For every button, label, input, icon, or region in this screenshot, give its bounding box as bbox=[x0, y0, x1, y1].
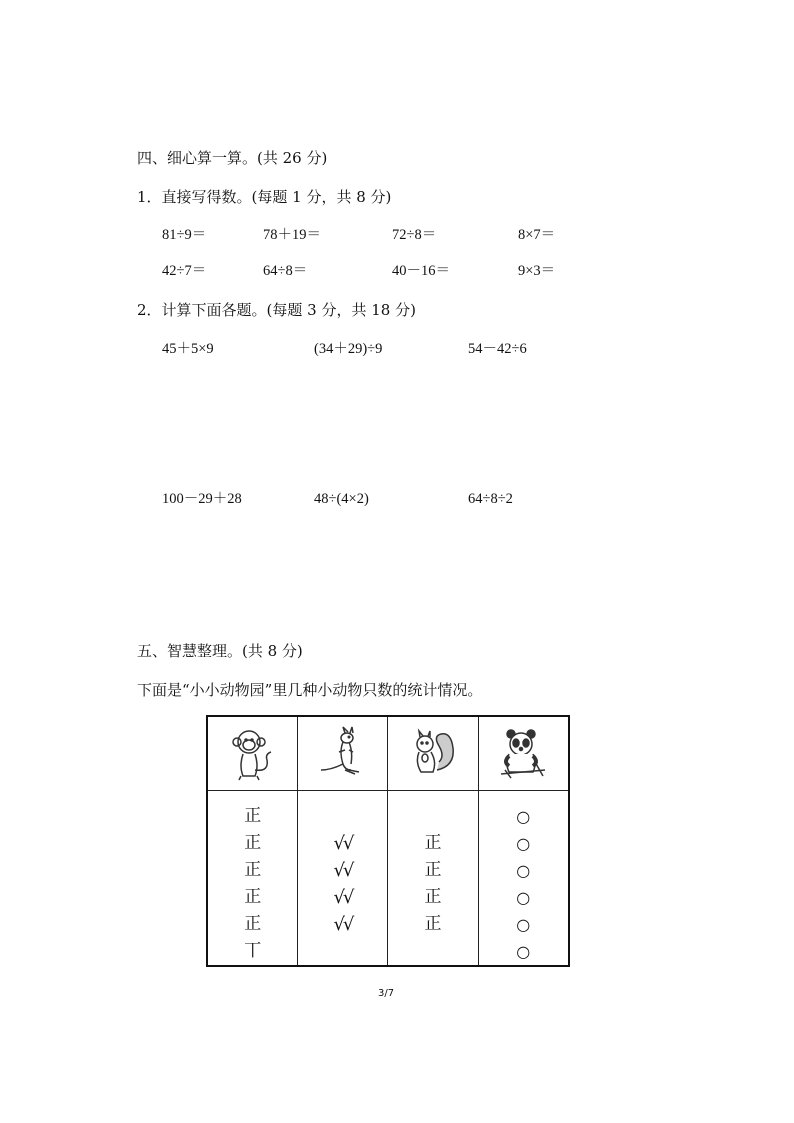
squirrel-tally-cell bbox=[388, 791, 478, 967]
oral-calc-item: 64÷8＝ bbox=[263, 263, 308, 279]
oral-calc-item: 40－16＝ bbox=[392, 263, 450, 279]
circle-mark: ○ bbox=[516, 834, 531, 853]
circle-mark: ○ bbox=[516, 942, 531, 961]
oral-calc-item: 42÷7＝ bbox=[162, 263, 207, 279]
section-5-intro: 下面是“小小动物园”里几种小动物只数的统计情况。 bbox=[137, 681, 483, 699]
panda-cell bbox=[478, 716, 569, 791]
circle-mark: ○ bbox=[516, 861, 531, 880]
calc-problem: 64÷8÷2 bbox=[468, 491, 513, 507]
calc-problem: 45＋5×9 bbox=[162, 341, 214, 357]
calc-problem: 100－29＋28 bbox=[162, 491, 242, 507]
oral-calc-item: 78＋19＝ bbox=[263, 227, 321, 243]
kangaroo-cell bbox=[298, 716, 388, 791]
circle-mark: ○ bbox=[516, 888, 531, 907]
page-number: 3/7 bbox=[378, 988, 395, 999]
calc-problem: (34＋29)÷9 bbox=[314, 341, 383, 357]
panda-icon bbox=[495, 726, 551, 782]
oral-calc-item: 9×3＝ bbox=[518, 263, 556, 279]
question-1-title: 1．直接写得数。(每题 1 分，共 8 分) bbox=[137, 188, 392, 206]
tally-mark: 正 bbox=[244, 833, 262, 853]
section-4-title: 四、细心算一算。(共 26 分) bbox=[137, 149, 328, 167]
tally-mark: 正 bbox=[424, 914, 442, 934]
monkey-icon bbox=[225, 726, 281, 782]
panda-tally-cell bbox=[478, 791, 569, 967]
tally-mark: 丅 bbox=[244, 941, 262, 961]
tally-mark: 正 bbox=[244, 860, 262, 880]
tally-mark: 正 bbox=[424, 887, 442, 907]
animal-tally-table bbox=[206, 715, 570, 967]
tally-mark: 正 bbox=[244, 806, 262, 826]
tick-mark: √√ bbox=[333, 860, 353, 881]
section-5-title: 五、智慧整理。(共 8 分) bbox=[137, 642, 303, 660]
animal-icon-row bbox=[207, 716, 569, 791]
monkey-tally-cell bbox=[207, 791, 298, 967]
tick-mark: √√ bbox=[333, 887, 353, 908]
kangaroo-icon bbox=[315, 726, 371, 782]
question-2-title: 2．计算下面各题。(每题 3 分，共 18 分) bbox=[137, 301, 416, 319]
circle-mark: ○ bbox=[516, 915, 531, 934]
tally-mark: 正 bbox=[244, 887, 262, 907]
calc-problem: 54－42÷6 bbox=[468, 341, 527, 357]
calc-problem: 48÷(4×2) bbox=[314, 491, 369, 507]
oral-calc-item: 72÷8＝ bbox=[392, 227, 437, 243]
tick-mark: √√ bbox=[333, 914, 353, 935]
squirrel-cell bbox=[388, 716, 478, 791]
squirrel-icon bbox=[405, 726, 461, 782]
oral-calc-item: 8×7＝ bbox=[518, 227, 556, 243]
monkey-cell bbox=[207, 716, 298, 791]
kangaroo-tally-cell bbox=[298, 791, 388, 967]
tally-marks-row bbox=[207, 791, 569, 967]
tally-mark: 正 bbox=[424, 860, 442, 880]
tally-mark: 正 bbox=[424, 833, 442, 853]
circle-mark: ○ bbox=[516, 807, 531, 826]
oral-calc-item: 81÷9＝ bbox=[162, 227, 207, 243]
tally-mark: 正 bbox=[244, 914, 262, 934]
tick-mark: √√ bbox=[333, 833, 353, 854]
